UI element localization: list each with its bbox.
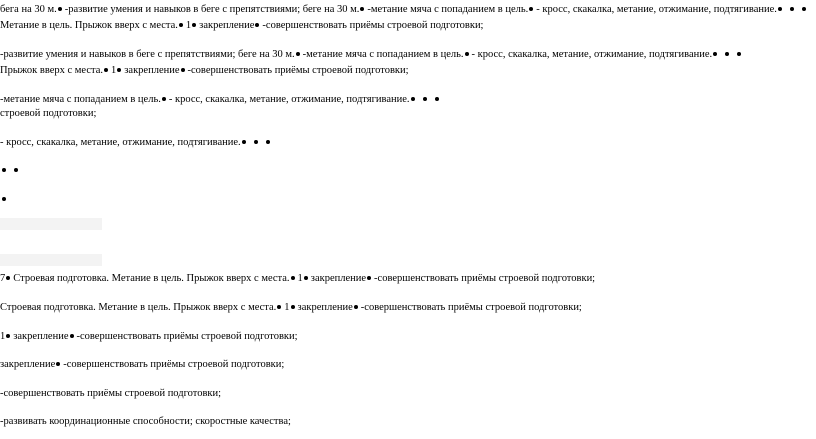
line-2-segment-3: закрепление <box>199 20 255 31</box>
bullet-icon <box>6 334 10 338</box>
line-14-segment-1: -совершенствовать приёмы строевой подготовки; <box>0 388 222 399</box>
line-13-segment-1: закрепление <box>0 359 56 370</box>
bullet-icon <box>162 97 166 101</box>
text-line-9 <box>0 193 9 206</box>
line-1-segment-4: - кросс, скакалка, метание, отжимание, подтягивание. <box>536 4 777 15</box>
bullet-icon <box>117 68 121 72</box>
bullet-icon <box>14 168 18 172</box>
line-11-segment-4: -совершенствовать приёмы строевой подготовки; <box>360 302 582 313</box>
line-1-segment-2: -развитие умения и навыков в беге с препятствиями; беге на 30 м. <box>64 4 360 15</box>
line-4-segment-1: Прыжок вверх с места. <box>0 65 104 76</box>
bullet-icon <box>192 23 196 27</box>
line-13-segment-2: -совершенствовать приёмы строевой подготовки; <box>63 359 285 370</box>
text-line-14 <box>0 387 221 400</box>
line-3-segment-1: -развитие умения и навыков в беге с препятствиями; беге на 30 м. <box>0 49 295 60</box>
bullet-icon <box>242 140 246 144</box>
line-4-segment-4: -совершенствовать приёмы строевой подготовки; <box>187 65 409 76</box>
line-11-segment-1: Строевая подготовка. Метание в цель. Прыжок вверх с места. <box>0 302 277 313</box>
bullet-icon <box>304 276 308 280</box>
bullet-icon <box>296 52 300 56</box>
text-line-1 <box>0 3 809 16</box>
bullet-icon <box>411 97 415 101</box>
line-15-segment-1: -развивать координационные способности; скоростные качества; <box>0 416 291 427</box>
line-10-segment-3: 1 <box>297 273 303 284</box>
line-10-segment-2: Строевая подготовка. Метание в цель. Прыжок вверх с места. <box>13 273 290 284</box>
line-11-segment-3: закрепление <box>297 302 353 313</box>
bullet-icon <box>255 23 259 27</box>
text-line-11 <box>0 301 582 314</box>
text-line-8 <box>0 164 21 177</box>
blank-band-1 <box>0 218 102 230</box>
bullet-icon <box>465 52 469 56</box>
text-line-15 <box>0 415 291 428</box>
bullet-icon <box>181 68 185 72</box>
bullet-icon <box>291 276 295 280</box>
bullet-icon <box>367 276 371 280</box>
bullet-icon <box>58 7 62 11</box>
bullet-icon <box>291 305 295 309</box>
line-2-segment-2: 1 <box>185 20 192 31</box>
bullet-icon <box>725 52 729 56</box>
text-line-4 <box>0 64 409 77</box>
bullet-icon <box>802 7 806 11</box>
text-line-7 <box>0 136 273 149</box>
line-1-segment-1: бега на 30 м. <box>0 4 57 15</box>
bullet-icon <box>435 97 439 101</box>
text-line-2 <box>0 19 483 32</box>
bullet-icon <box>277 305 281 309</box>
bullet-icon <box>790 7 794 11</box>
line-5-segment-2: - кросс, скакалка, метание, отжимание, подтягивание. <box>168 94 410 105</box>
bullet-icon <box>6 276 10 280</box>
line-5-segment-1: -метание мяча с попаданием в цель. <box>0 94 161 105</box>
text-line-3 <box>0 48 744 61</box>
line-10-segment-4: закрепление <box>310 273 367 284</box>
line-2-segment-1: Метание в цель. Прыжок вверх с места. <box>0 20 178 31</box>
bullet-icon <box>56 362 60 366</box>
line-3-segment-2: -метание мяча с попаданием в цель. <box>302 49 464 60</box>
line-7-segment-1: - кросс, скакалка, метание, отжимание, подтягивание. <box>0 137 241 148</box>
bullet-icon <box>2 168 6 172</box>
line-4-segment-3: закрепление <box>124 65 180 76</box>
line-2-segment-4: -совершенствовать приёмы строевой подготовки; <box>262 20 484 31</box>
bullet-icon <box>778 7 782 11</box>
line-10-segment-5: -совершенствовать приёмы строевой подготовки; <box>374 273 596 284</box>
line-11-segment-2: 1 <box>284 302 290 313</box>
bullet-icon <box>713 52 717 56</box>
bullet-icon <box>360 7 364 11</box>
text-line-10 <box>0 272 595 285</box>
bullet-icon <box>104 68 108 72</box>
bullet-icon <box>529 7 533 11</box>
bullet-icon <box>354 305 358 309</box>
line-4-segment-2: 1 <box>111 65 117 76</box>
line-12-segment-3: -совершенствовать приёмы строевой подготовки; <box>76 331 298 342</box>
text-line-5 <box>0 93 442 106</box>
bullet-icon <box>70 334 74 338</box>
bullet-icon <box>737 52 741 56</box>
line-10-segment-1: 7 <box>0 273 6 284</box>
line-1-segment-3: -метание мяча с попаданием в цель. <box>367 4 529 15</box>
blank-band-2 <box>0 254 102 266</box>
bullet-icon <box>179 23 183 27</box>
bullet-icon <box>423 97 427 101</box>
text-line-6 <box>0 107 96 120</box>
text-line-12 <box>0 330 298 343</box>
line-12-segment-2: закрепление <box>13 331 69 342</box>
bullet-icon <box>254 140 258 144</box>
line-12-segment-1: 1 <box>0 331 6 342</box>
bullet-icon <box>2 197 6 201</box>
line-3-segment-3: - кросс, скакалка, метание, отжимание, подтягивание. <box>471 49 713 60</box>
line-6-segment-1: строевой подготовки; <box>0 108 97 119</box>
bullet-icon <box>266 140 270 144</box>
text-line-13 <box>0 358 284 371</box>
